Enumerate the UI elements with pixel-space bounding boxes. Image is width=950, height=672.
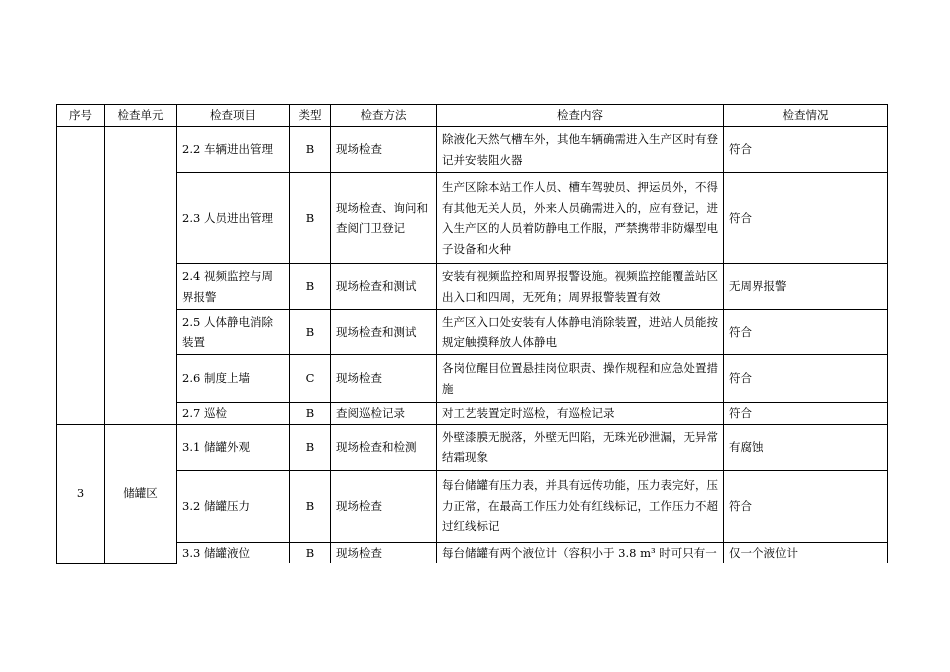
cell-result: 符合 [724, 173, 888, 264]
header-no: 序号 [57, 105, 105, 127]
table-row [57, 310, 888, 355]
table-row [57, 173, 888, 264]
cell-item: 2.2 车辆进出管理 [177, 127, 290, 173]
cell-result: 有腐蚀 [724, 424, 888, 470]
cell-type: B [290, 310, 331, 355]
cell-content: 安装有视频监控和周界报警设施。视频监控能覆盖站区出入口和四周，无死角；周界报警装置有效 [437, 264, 724, 310]
cell-method: 现场检查和测试 [331, 310, 437, 355]
cell-item: 2.6 制度上墙 [177, 355, 290, 403]
header-type: 类型 [290, 105, 331, 127]
cell-result: 符合 [724, 127, 888, 173]
cell-type: B [290, 403, 331, 425]
table-row [57, 403, 888, 425]
table-row [57, 542, 888, 563]
cell-content: 各岗位醒目位置悬挂岗位职责、操作规程和应急处置措施 [437, 355, 724, 403]
cell-type: B [290, 127, 331, 173]
table-header-row [57, 105, 888, 127]
cell-item: 3.2 储罐压力 [177, 470, 290, 542]
cell-content: 生产区入口处安装有人体静电消除装置，进站人员能按规定触摸释放人体静电 [437, 310, 724, 355]
cell-unit: 储罐区 [105, 424, 177, 563]
header-content: 检查内容 [437, 105, 724, 127]
header-item: 检查项目 [177, 105, 290, 127]
cell-content: 生产区除本站工作人员、槽车驾驶员、押运员外，不得有其他无关人员，外来人员确需进入的，应有登记，进入生产区的人员着防静电工作服，严禁携带非防爆型电子设备和火种 [437, 173, 724, 264]
cell-no: 3 [57, 424, 105, 563]
header-unit: 检查单元 [105, 105, 177, 127]
table-row [57, 355, 888, 403]
cell-method: 现场检查和检测 [331, 424, 437, 470]
cell-type: B [290, 264, 331, 310]
cell-content: 对工艺装置定时巡检，有巡检记录 [437, 403, 724, 425]
cell-content: 除液化天然气槽车外，其他车辆确需进入生产区时有登记并安装阻火器 [437, 127, 724, 173]
table-row [57, 127, 888, 173]
cell-item: 2.5 人体静电消除装置 [177, 310, 290, 355]
table-row [57, 264, 888, 310]
header-method: 检查方法 [331, 105, 437, 127]
cell-content: 外壁漆膜无脱落，外壁无凹陷，无珠光砂泄漏，无异常结霜现象 [437, 424, 724, 470]
cell-type: C [290, 355, 331, 403]
cell-method: 现场检查 [331, 542, 437, 563]
cell-content: 每台储罐有两个液位计（容积小于 3.8 m³ 时可只有一 [437, 542, 724, 563]
cell-item: 2.7 巡检 [177, 403, 290, 425]
cell-result: 符合 [724, 355, 888, 403]
cell-method: 现场检查 [331, 355, 437, 403]
cell-result: 符合 [724, 470, 888, 542]
cell-method: 查阅巡检记录 [331, 403, 437, 425]
inspection-table [56, 104, 888, 564]
cell-type: B [290, 470, 331, 542]
cell-method: 现场检查 [331, 470, 437, 542]
cell-item: 3.3 储罐液位 [177, 542, 290, 563]
cell-result: 无周界报警 [724, 264, 888, 310]
cell-method: 现场检查和测试 [331, 264, 437, 310]
cell-result: 仅一个液位计 [724, 542, 888, 563]
cell-item: 3.1 储罐外观 [177, 424, 290, 470]
cell-type: B [290, 542, 331, 563]
cell-type: B [290, 173, 331, 264]
cell-item: 2.4 视频监控与周界报警 [177, 264, 290, 310]
cell-content: 每台储罐有压力表，并具有远传功能，压力表完好，压力正常，在最高工作压力处有红线标记，工作压力不超过红线标记 [437, 470, 724, 542]
cell-item: 2.3 人员进出管理 [177, 173, 290, 264]
cell-result: 符合 [724, 310, 888, 355]
cell-method: 现场检查、询问和查阅门卫登记 [331, 173, 437, 264]
table-row [57, 470, 888, 542]
cell-unit [105, 127, 177, 425]
cell-result: 符合 [724, 403, 888, 425]
cell-method: 现场检查 [331, 127, 437, 173]
cell-type: B [290, 424, 331, 470]
cell-no [57, 127, 105, 425]
table-row [57, 424, 888, 470]
header-result: 检查情况 [724, 105, 888, 127]
